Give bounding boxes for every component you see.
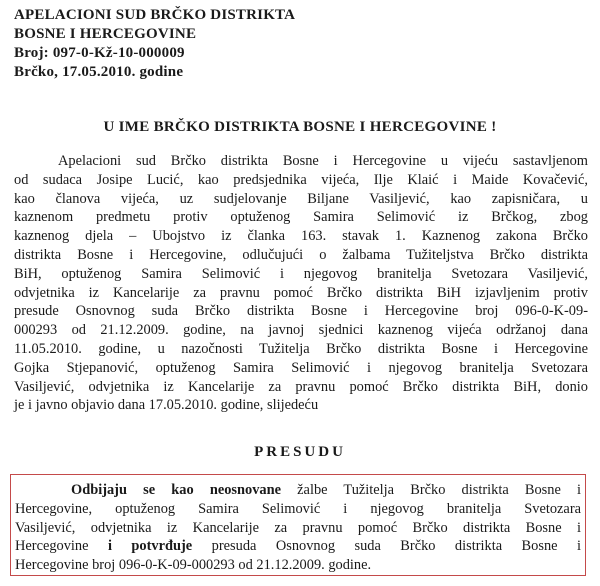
verdict-bold-phrase: i potvrđuje <box>107 538 193 555</box>
verdict-highlight-box <box>10 474 586 576</box>
paragraph-line: Apelacioni sud Brčko distrikta Bosne i Hercegovine u vijeću sastavljenom <box>58 153 588 169</box>
paragraph-line: odvjetnika iz Kancelarije za pravnu pomoć Brčko distrikta BiH izjavljenim protiv <box>14 284 588 301</box>
verdict-line <box>15 537 581 556</box>
paragraph-line: 000293 od 21.12.2009. godine, na javnoj sjednici kaznenog vijeća održanoj dana <box>14 322 588 339</box>
document-title: U IME BRČKO DISTRIKTA BOSNE I HERCEGOVINE ! <box>103 119 497 135</box>
paragraph-line: BiH, optuženog Samira Selimović i njegovog branitelja Svetozara Vasiljević, <box>14 265 588 282</box>
case-number: Broj: 097-0-Kž-10-000009 <box>14 45 185 61</box>
paragraph-line: kao članova vijeća, uz sudjelovanje Biljane Vasiljević, kao zapisničara, u <box>14 190 588 207</box>
paragraph-line: od sudaca Josipe Lucić, kao predsjednika vijeća, Ilje Klaić i Maide Kovačević, <box>14 171 588 188</box>
verdict-heading: PRESUDU <box>254 444 346 460</box>
document-header <box>14 6 295 82</box>
paragraph-line: distrikta Bosne i Hercegovine, odlučujući o žalbama Tužiteljstva Brčko distrikta <box>14 246 588 263</box>
introductory-paragraph <box>14 152 588 415</box>
paragraph-line: Vasiljević, odvjetnika iz Kancelarije za pravnu pomoć Brčko distrikta BiH, donio <box>14 378 588 395</box>
paragraph-line: presude Osnovnog suda Brčko distrikta Bosne i Hercegovine broj 096-0-K-09- <box>14 303 588 320</box>
verdict-bold-phrase: Odbijaju se kao neosnovane <box>71 482 282 498</box>
paragraph-line: 11.05.2010. godine, u nazočnosti Tužitelja Brčko distrikta Bosne i Hercegovine <box>14 340 588 357</box>
verdict-paragraph <box>15 481 581 575</box>
verdict-line: Hercegovine, optuženog Samira Selimović i njegovog branitelja Svetozara <box>15 500 581 517</box>
verdict-text: žalbe Tužitelja Brčko distrikta Bosne i <box>281 482 582 498</box>
verdict-line: Vasiljević, odvjetnika iz Kancelarije za pravnu pomoć Brčko distrikta Bosne i <box>15 519 581 536</box>
verdict-line: Hercegovine broj 096-0-K-09-000293 od 21.12.2009. godine. <box>15 557 372 574</box>
paragraph-line: je i javno objavio dana 17.05.2010. godine, slijedeću <box>14 397 319 414</box>
paragraph-line: kaznenom predmetu protiv optuženog Samira Selimović iz Brčkog, zbog <box>14 209 588 226</box>
paragraph-line: Gojka Stjepanović, optuženog Samira Selimović i njegovog branitelja Svetozara <box>14 359 588 376</box>
court-name-line-2: BOSNE I HERCEGOVINE <box>14 26 197 42</box>
verdict-text: Hercegovine <box>15 538 108 555</box>
verdict-text: presuda Osnovnog suda Brčko distrikta Bosne i <box>192 538 581 555</box>
paragraph-line: kaznenog djela – Ubojstvo iz članka 163. stavak 1. Kaznenog zakona Brčko <box>14 228 588 245</box>
court-name-line-1: APELACIONI SUD BRČKO DISTRIKTA <box>14 7 296 23</box>
place-and-date: Brčko, 17.05.2010. godine <box>14 64 184 80</box>
verdict-line <box>15 481 581 500</box>
